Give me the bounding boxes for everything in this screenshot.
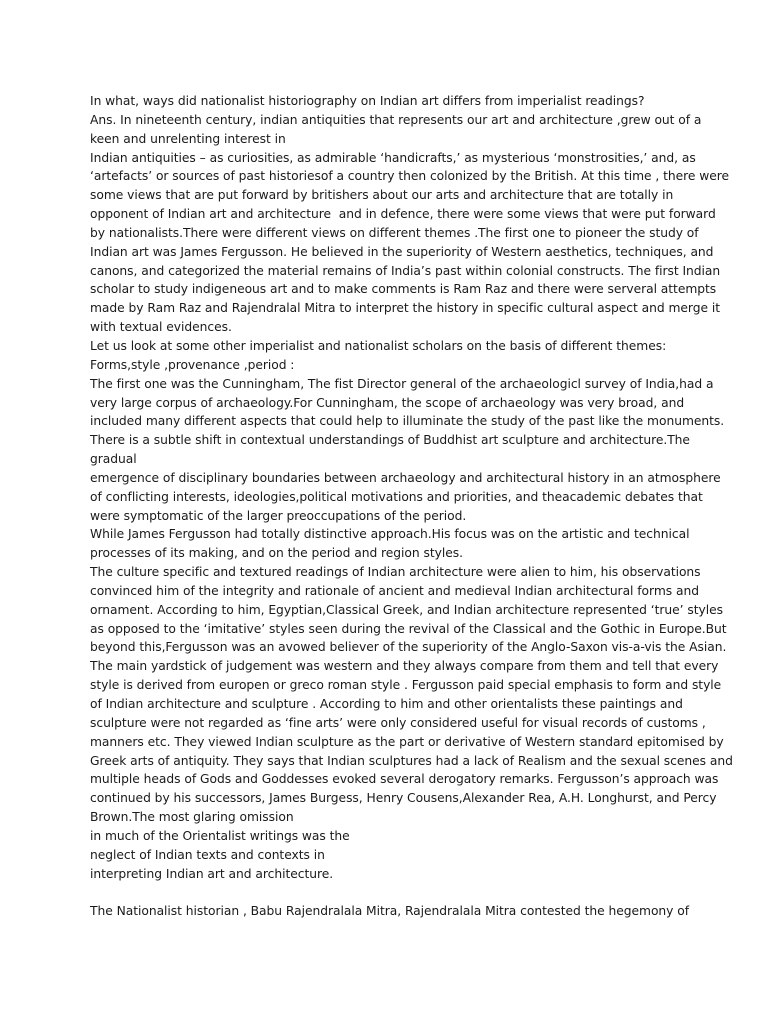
document-body xyxy=(90,92,733,921)
text-line: emergence of disciplinary boundaries between archaeology and architectural history in an atmosphere xyxy=(90,470,721,485)
text-line: of Indian architecture and sculpture . According to him and other orientalists these paintings and xyxy=(90,697,683,711)
text-line: sculpture were not regarded as ‘fine arts’ were only considered useful for visual records of customs , xyxy=(90,715,706,730)
text-line: Indian antiquities – as curiosities, as admirable ‘handicrafts,’ as mysterious ‘monstrosities,’ and, as xyxy=(90,150,696,165)
text-line: very large corpus of archaeology.For Cunningham, the scope of archaeology was very broad, and xyxy=(90,395,685,410)
text-line: There is a subtle shift in contextual understandings of Buddhist art sculpture and architecture.The xyxy=(90,433,690,448)
text-line: of conflicting interests, ideologies,political motivations and priorities, and theacademic debates that xyxy=(90,489,703,504)
text-line: Forms,style ,provenance ,period : xyxy=(90,357,295,372)
text-line: by nationalists.There were different views on different themes .The first one to pioneer the study of xyxy=(90,225,699,240)
text-line: as opposed to the ‘imitative’ styles seen during the revival of the Classical and the Gothic in Europe.But xyxy=(90,621,727,636)
text-line: scholar to study indigeneous art and to make comments is Ram Raz and there were serveral attempts xyxy=(90,282,717,297)
text-line: with textual evidences. xyxy=(90,320,232,335)
text-line: convinced him of the integrity and rationale of ancient and medieval Indian architectural forms and xyxy=(90,583,699,598)
text-line: Greek arts of antiquity. They says that Indian sculptures had a lack of Realism and the sexual scenes and xyxy=(90,753,733,768)
text-line: made by Ram Raz and Rajendralal Mitra to interpret the history in specific cultural aspect and merge it xyxy=(90,301,720,316)
text-line: gradual xyxy=(90,452,137,467)
text-line: multiple heads of Gods and Goddesses evoked several derogatory remarks. Fergusson’s approach was xyxy=(90,772,719,787)
text-line: continued by his successors, James Burgess, Henry Cousens,Alexander Rea, A.H. Longhurst, and Percy xyxy=(90,791,717,806)
text-line: canons, and categorized the material remains of India’s past within colonial constructs. The first Indian xyxy=(90,263,721,278)
text-line: in much of the Orientalist writings was the xyxy=(90,828,350,843)
text-line: While James Fergusson had totally distinctive approach.His focus was on the artistic and technical xyxy=(90,527,690,542)
text-line: neglect of Indian texts and contexts in xyxy=(90,847,325,862)
text-line: some views that are put forward by britishers about our arts and architecture that are totally in xyxy=(90,188,674,203)
text-line: were symptomatic of the larger preoccupations of the period. xyxy=(90,508,467,523)
text-line: interpreting Indian art and architecture. xyxy=(90,866,334,881)
text-line: Indian art was James Fergusson. He believed in the superiority of Western aesthetics, techniques, and xyxy=(90,244,714,259)
text-line: ornament. According to him, Egyptian,Classical Greek, and Indian architecture represented ‘true’ styles xyxy=(90,602,723,617)
text-line: beyond this,Fergusson was an avowed believer of the superiority of the Anglo-Saxon vis-a-vis the Asian. xyxy=(90,640,727,655)
text-line: manners etc. They viewed Indian sculpture as the part or derivative of Western standard epitomised by xyxy=(90,734,724,749)
text-line: The first one was the Cunningham, The fist Director general of the archaeologicl survey of India,had a xyxy=(90,376,714,391)
text-line: included many different aspects that could help to illuminate the study of the past like the monuments. xyxy=(90,414,725,429)
text-line: The Nationalist historian , Babu Rajendralala Mitra, Rajendralala Mitra contested the hegemony of xyxy=(90,904,690,919)
text-line: The culture specific and textured readings of Indian architecture were alien to him, his observations xyxy=(90,565,701,580)
text-line: opponent of Indian art and architecture and in defence, there were some views that were put forward xyxy=(90,207,716,222)
blank-line xyxy=(90,883,680,902)
text-line: Ans. In nineteenth century, indian antiquities that represents our art and architecture ,grew out of a xyxy=(90,112,702,127)
text-line: style is derived from europen or greco roman style . Fergusson paid special emphasis to form and style xyxy=(90,678,722,693)
question-heading: In what, ways did nationalist historiography on Indian art differs from imperialist readings? xyxy=(90,94,645,108)
text-line: Brown.The most glaring omission xyxy=(90,810,294,825)
text-line: keen and unrelenting interest in xyxy=(90,131,286,146)
text-line: The main yardstick of judgement was western and they always compare from them and tell that every xyxy=(90,659,719,674)
text-line: Let us look at some other imperialist and nationalist scholars on the basis of different themes: xyxy=(90,338,667,353)
text-line: processes of its making, and on the period and region styles. xyxy=(90,546,463,561)
text-line: ‘artefacts’ or sources of past historiesof a country then colonized by the British. At this time , there were xyxy=(90,169,730,184)
